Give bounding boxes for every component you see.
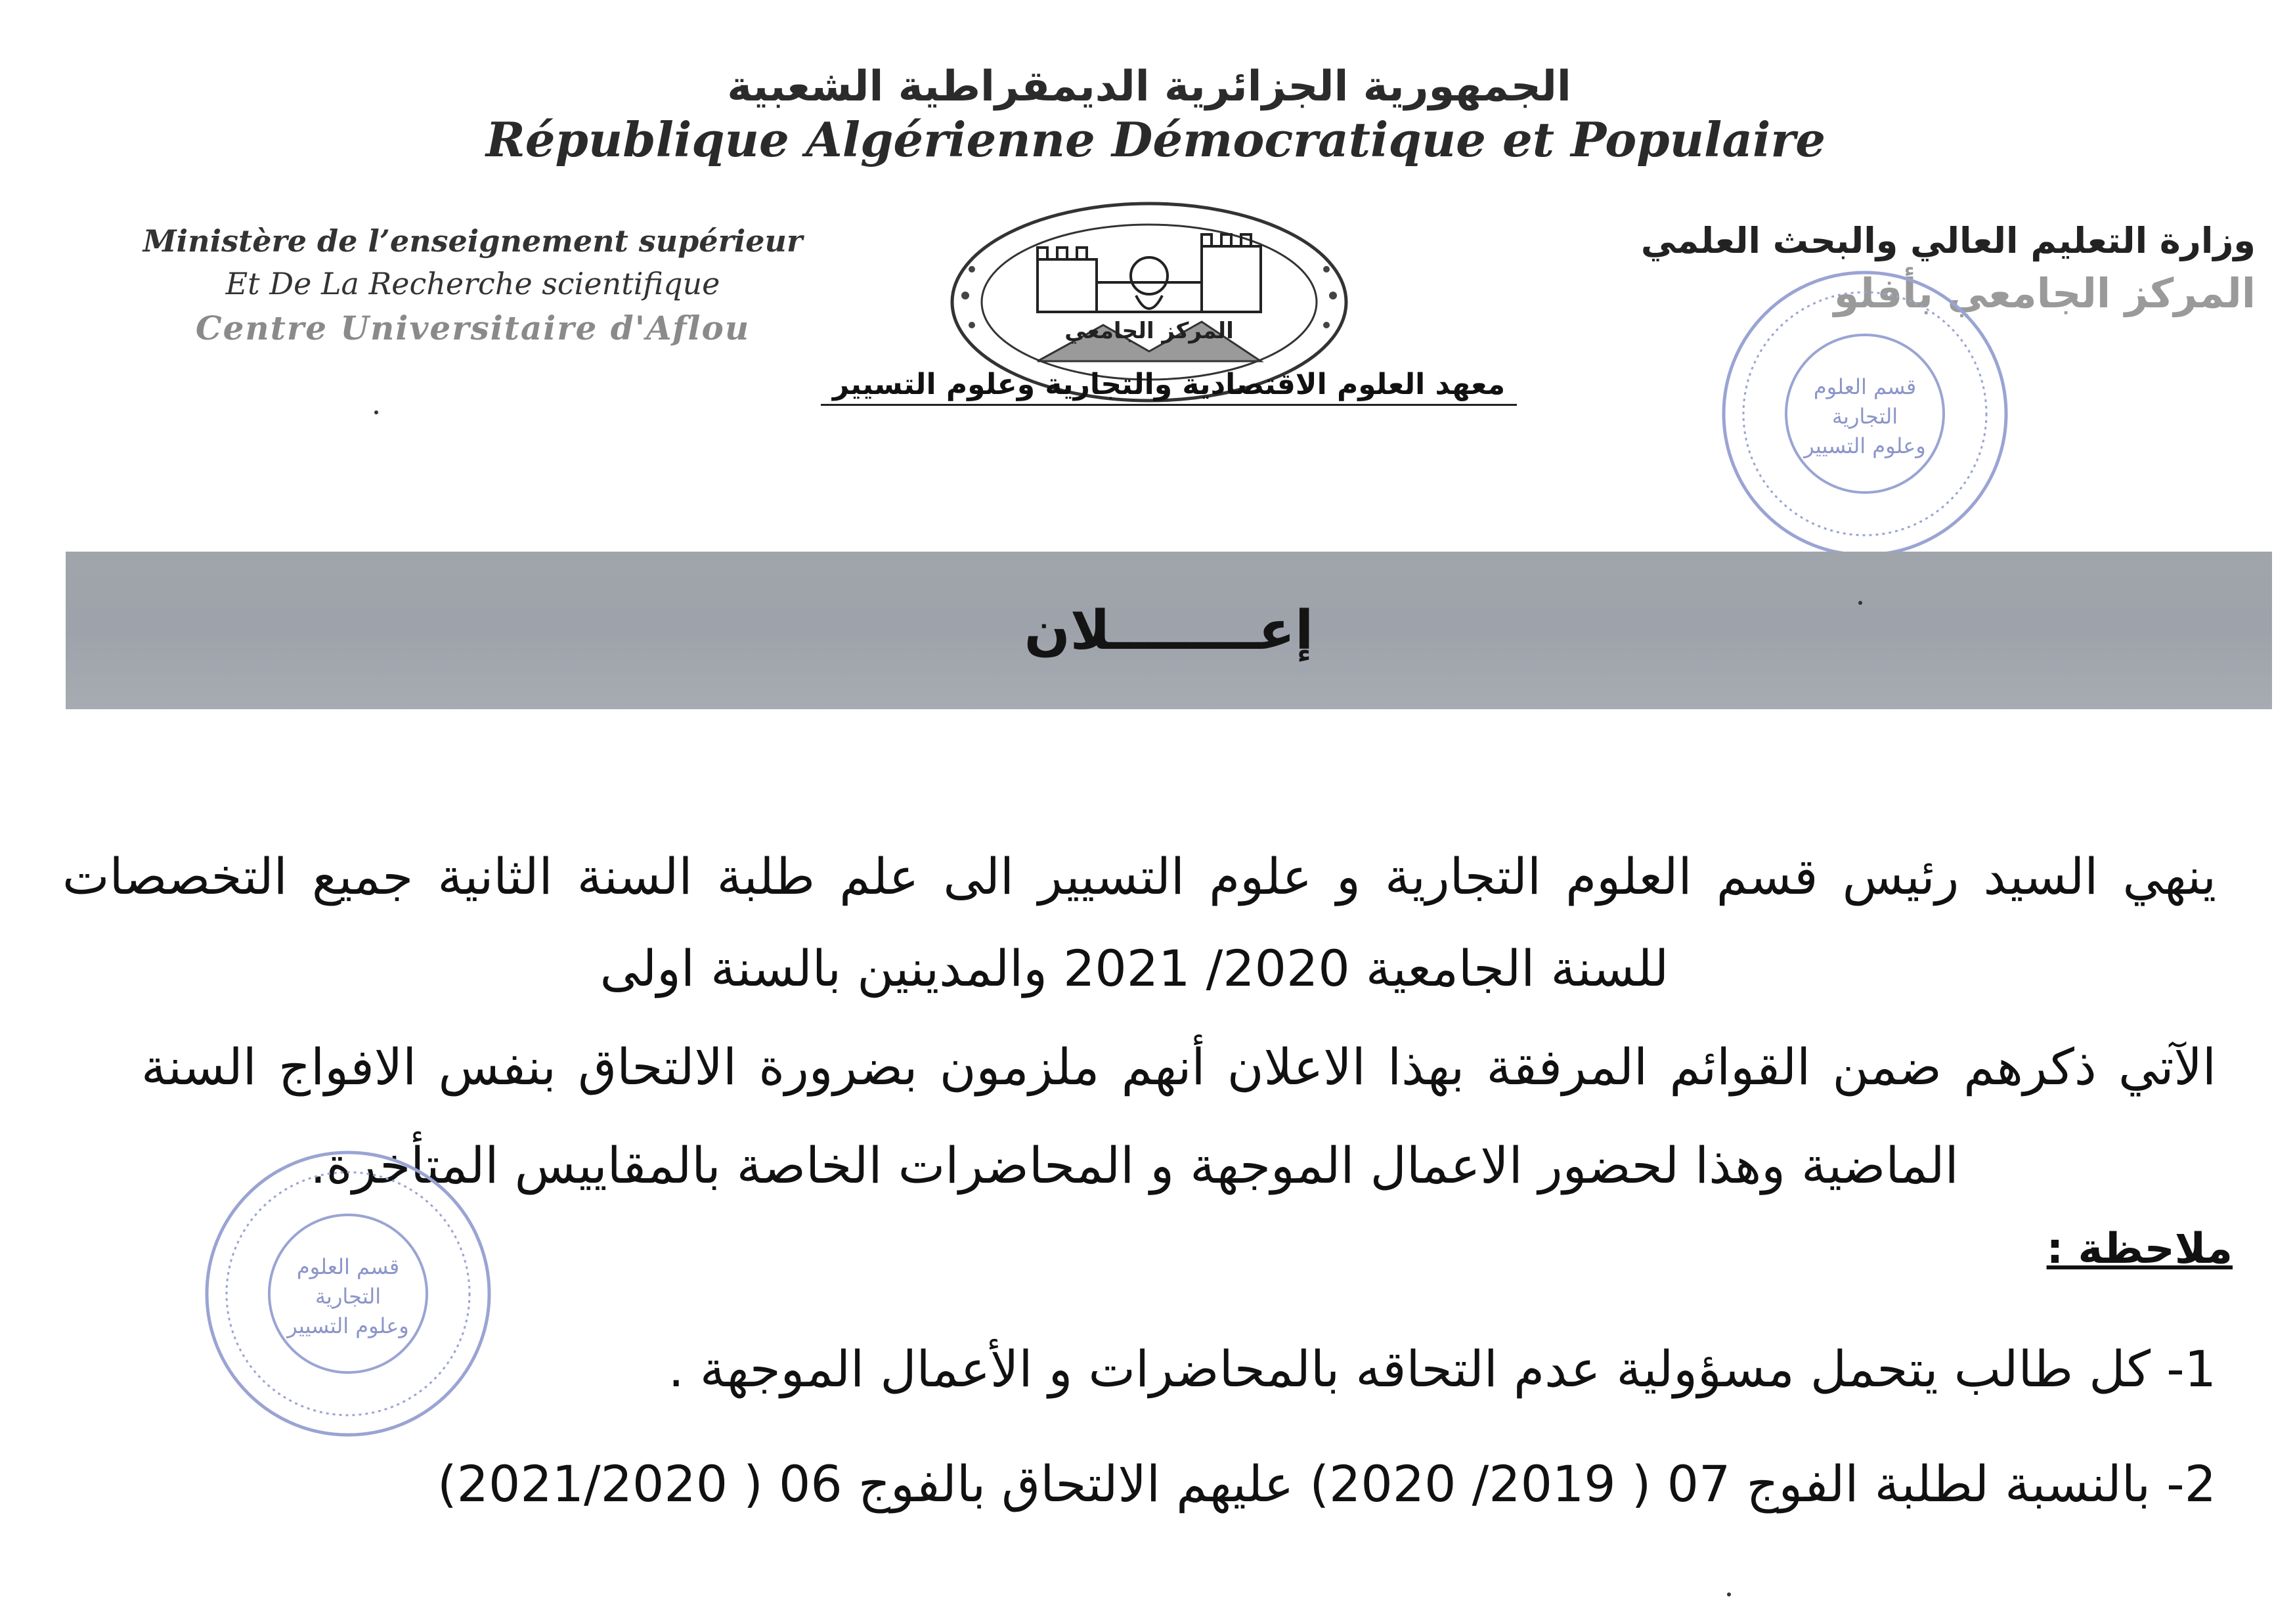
arabic-ministry: وزارة التعليم العالي والبحث العلمي — [1640, 220, 2256, 261]
scan-speck — [374, 410, 378, 414]
stamp-left-line3: وعلوم التسيير — [287, 1313, 409, 1338]
department-stamp-left-icon — [197, 1143, 499, 1445]
scan-speck — [1858, 601, 1862, 605]
french-ministry-line1: Ministère de l’enseignement supérieur — [142, 223, 803, 259]
department-stamp-icon — [1714, 263, 2016, 565]
arabic-republic-title: الجمهورية الجزائرية الديمقراطية الشعبية — [727, 62, 1571, 111]
stamp-left-line1: قسم العلوم — [296, 1254, 400, 1279]
institute-name: معهد العلوم الاقتصادية والتجارية وعلوم التسيير — [821, 368, 1517, 406]
note-item-2: 2- بالنسبة لطلبة الفوج 07 ( 2019/ 2020) عليهم الالتحاق بالفوج 06 ( 2021/2020) — [437, 1455, 2216, 1513]
stamp-line2: التجارية — [1831, 404, 1898, 429]
body-line-4: الماضية وهذا لحضور الاعمال الموجهة و المحاضرات الخاصة بالمقاييس المتأخرة. — [310, 1136, 1959, 1195]
stamp-left-line2: التجارية — [315, 1284, 382, 1309]
french-center-name: Centre Universitaire d'Aflou — [195, 309, 751, 347]
note-label: ملاحظة : — [2046, 1225, 2233, 1273]
french-ministry-line2: Et De La Recherche scientifique — [225, 266, 720, 301]
body-line-3: الآتي ذكرهم ضمن القوائم المرفقة بهذا الاعلان أنهم ملزمون بضرورة الالتحاق بنفس الافواج السنة — [141, 1038, 2216, 1096]
seal-text: المركز الجامعي — [1064, 318, 1234, 344]
body-line-2: للسنة الجامعية 2020/ 2021 والمدينين بالسنة اولى — [600, 939, 1669, 998]
body-line-1: ينهي السيد رئيس قسم العلوم التجارية و علوم التسيير الى علم طلبة السنة الثانية جميع التخصصات — [62, 847, 2216, 906]
scan-speck — [1727, 1592, 1731, 1596]
arabic-center-name: المركز الجامعي بأفلو — [1833, 269, 2256, 317]
announcement-banner — [66, 552, 2272, 709]
stamp-line3: وعلوم التسيير — [1804, 433, 1926, 458]
french-republic-title: République Algérienne Démocratique et Populaire — [485, 112, 1826, 167]
note-item-1: 1- كل طالب يتحمل مسؤولية عدم التحاقه بالمحاضرات و الأعمال الموجهة . — [668, 1340, 2216, 1398]
announcement-title: إعــــــــلان — [1024, 599, 1314, 662]
stamp-line1: قسم العلوم — [1813, 374, 1917, 399]
